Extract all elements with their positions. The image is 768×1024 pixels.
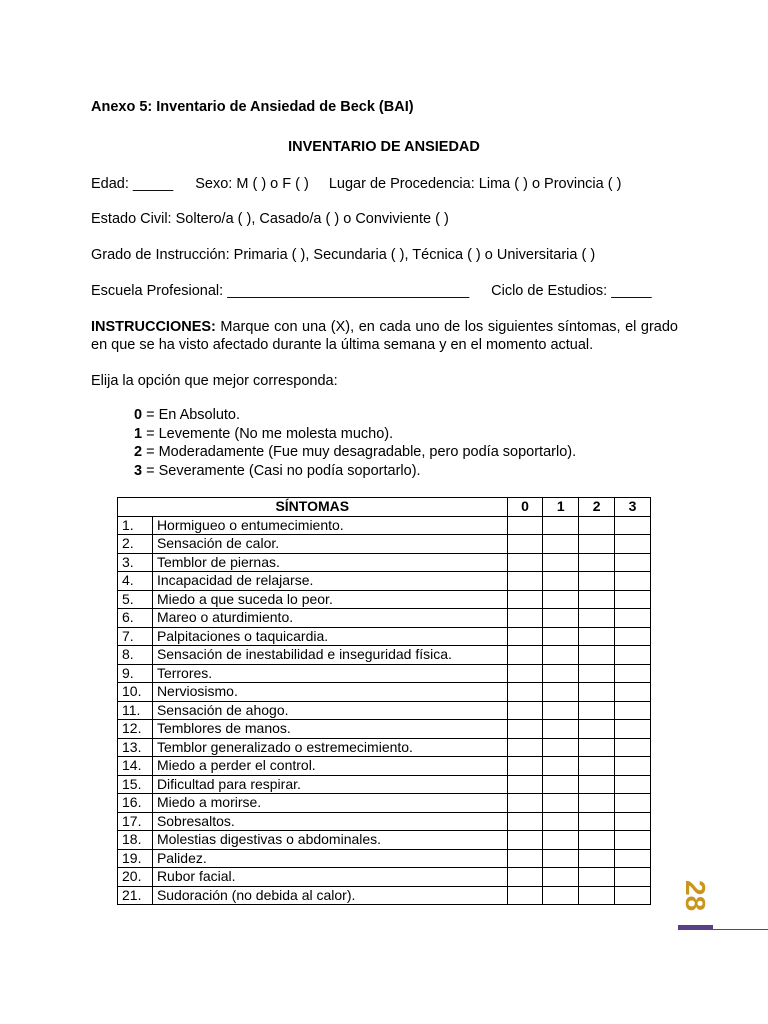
symptom-number: 18. [118, 831, 153, 850]
page-number: 28 [680, 880, 711, 912]
rating-cell-2[interactable] [579, 757, 615, 776]
rating-cell-0[interactable] [507, 516, 543, 535]
rating-cell-2[interactable] [579, 516, 615, 535]
table-row [118, 775, 651, 794]
table-row [118, 590, 651, 609]
rating-cell-3[interactable] [615, 572, 651, 591]
symptom-number: 10. [118, 683, 153, 702]
rating-cell-2[interactable] [579, 553, 615, 572]
symptom-number: 9. [118, 664, 153, 683]
symptom-label: Miedo a perder el control. [152, 757, 507, 776]
table-row [118, 535, 651, 554]
table-row [118, 572, 651, 591]
choose-prompt: Elija la opción que mejor corresponda: [91, 373, 338, 389]
table-row [118, 683, 651, 702]
rating-cell-2[interactable] [579, 683, 615, 702]
rating-cell-1[interactable] [543, 516, 579, 535]
table-row [118, 627, 651, 646]
school-field[interactable]: Escuela Profesional: ______________________________ [91, 283, 470, 299]
rating-cell-0[interactable] [507, 831, 543, 850]
rating-cell-1[interactable] [543, 775, 579, 794]
rating-cell-2[interactable] [579, 849, 615, 868]
rating-cell-0[interactable] [507, 757, 543, 776]
symptoms-table [117, 497, 651, 905]
symptom-label: Sensación de inestabilidad e inseguridad física. [152, 646, 507, 665]
symptom-number: 5. [118, 590, 153, 609]
rating-cell-1[interactable] [543, 720, 579, 739]
rating-cell-3[interactable] [615, 683, 651, 702]
rating-cell-3[interactable] [615, 516, 651, 535]
rating-cell-1[interactable] [543, 701, 579, 720]
symptom-label: Miedo a morirse. [152, 794, 507, 813]
rating-cell-2[interactable] [579, 664, 615, 683]
rating-cell-0[interactable] [507, 775, 543, 794]
age-field[interactable]: Edad: _____ [91, 176, 174, 192]
rating-cell-0[interactable] [507, 683, 543, 702]
rating-cell-3[interactable] [615, 812, 651, 831]
rating-cell-2[interactable] [579, 701, 615, 720]
rating-cell-1[interactable] [543, 646, 579, 665]
table-row [118, 516, 651, 535]
rating-cell-3[interactable] [615, 775, 651, 794]
symptom-label: Terrores. [152, 664, 507, 683]
symptom-number: 11. [118, 701, 153, 720]
accent-bar [678, 925, 713, 930]
table-row [118, 794, 651, 813]
symptom-label: Sobresaltos. [152, 812, 507, 831]
rating-cell-2[interactable] [579, 535, 615, 554]
symptom-label: Nerviosismo. [152, 683, 507, 702]
cycle-field[interactable]: Ciclo de Estudios: _____ [491, 283, 652, 299]
rating-cell-0[interactable] [507, 572, 543, 591]
column-header-1: 1 [543, 498, 579, 517]
rating-cell-2[interactable] [579, 627, 615, 646]
rating-cell-1[interactable] [543, 627, 579, 646]
rating-cell-3[interactable] [615, 868, 651, 887]
rating-cell-0[interactable] [507, 701, 543, 720]
rating-cell-0[interactable] [507, 664, 543, 683]
table-header-row [118, 498, 651, 517]
sex-field[interactable]: Sexo: M ( ) o F ( ) [195, 176, 309, 192]
rating-cell-3[interactable] [615, 664, 651, 683]
symptom-label: Mareo o aturdimiento. [152, 609, 507, 628]
symptom-number: 20. [118, 868, 153, 887]
symptom-number: 14. [118, 757, 153, 776]
rating-cell-2[interactable] [579, 886, 615, 905]
table-row [118, 886, 651, 905]
rating-cell-3[interactable] [615, 886, 651, 905]
rating-cell-3[interactable] [615, 849, 651, 868]
symptom-label: Hormigueo o entumecimiento. [152, 516, 507, 535]
table-row [118, 757, 651, 776]
scale-item: 3 = Severamente (Casi no podía soportarlo). [134, 462, 421, 479]
rating-cell-0[interactable] [507, 849, 543, 868]
rating-cell-1[interactable] [543, 849, 579, 868]
symptom-number: 13. [118, 738, 153, 757]
rating-cell-3[interactable] [615, 831, 651, 850]
rating-cell-1[interactable] [543, 794, 579, 813]
table-row [118, 720, 651, 739]
symptom-label: Molestias digestivas o abdominales. [152, 831, 507, 850]
symptom-label: Miedo a que suceda lo peor. [152, 590, 507, 609]
marital-status-field[interactable]: Estado Civil: Soltero/a ( ), Casado/a ( ) o Conviviente ( ) [91, 211, 449, 227]
rating-cell-2[interactable] [579, 609, 615, 628]
symptom-label: Temblor de piernas. [152, 553, 507, 572]
rating-cell-1[interactable] [543, 553, 579, 572]
rating-cell-1[interactable] [543, 609, 579, 628]
symptom-label: Temblores de manos. [152, 720, 507, 739]
rating-cell-1[interactable] [543, 535, 579, 554]
symptom-number: 16. [118, 794, 153, 813]
rating-cell-0[interactable] [507, 812, 543, 831]
rating-cell-0[interactable] [507, 646, 543, 665]
rating-cell-3[interactable] [615, 609, 651, 628]
rating-cell-0[interactable] [507, 553, 543, 572]
rating-cell-0[interactable] [507, 535, 543, 554]
rating-cell-2[interactable] [579, 812, 615, 831]
symptom-label: Dificultad para respirar. [152, 775, 507, 794]
origin-field[interactable]: Lugar de Procedencia: Lima ( ) o Provincia ( ) [328, 176, 622, 192]
column-header-0: 0 [507, 498, 543, 517]
form-title: INVENTARIO DE ANSIEDAD [288, 139, 480, 155]
column-header-3: 3 [615, 498, 651, 517]
rating-cell-1[interactable] [543, 812, 579, 831]
rating-cell-0[interactable] [507, 794, 543, 813]
table-row [118, 831, 651, 850]
instructions [91, 318, 678, 354]
rating-cell-2[interactable] [579, 590, 615, 609]
symptom-label: Incapacidad de relajarse. [152, 572, 507, 591]
table-row [118, 812, 651, 831]
rating-cell-3[interactable] [615, 627, 651, 646]
rating-cell-3[interactable] [615, 535, 651, 554]
symptom-label: Sensación de calor. [152, 535, 507, 554]
table-row [118, 738, 651, 757]
rating-cell-1[interactable] [543, 738, 579, 757]
symptom-number: 7. [118, 627, 153, 646]
rating-cell-3[interactable] [615, 590, 651, 609]
rating-cell-3[interactable] [615, 553, 651, 572]
symptom-number: 15. [118, 775, 153, 794]
symptom-label: Temblor generalizado o estremecimiento. [152, 738, 507, 757]
education-field[interactable]: Grado de Instrucción: Primaria ( ), Secundaria ( ), Técnica ( ) o Universitaria ( ) [91, 247, 596, 263]
table-row [118, 868, 651, 887]
rating-cell-2[interactable] [579, 720, 615, 739]
symptom-number: 8. [118, 646, 153, 665]
rating-cell-0[interactable] [507, 886, 543, 905]
annex-title: Anexo 5: Inventario de Ansiedad de Beck (BAI) [91, 99, 414, 115]
rating-cell-1[interactable] [543, 757, 579, 776]
rating-cell-0[interactable] [507, 868, 543, 887]
scale-item: 1 = Levemente (No me molesta mucho). [134, 425, 394, 442]
rating-cell-3[interactable] [615, 738, 651, 757]
rating-cell-2[interactable] [579, 775, 615, 794]
symptom-number: 21. [118, 886, 153, 905]
symptom-label: Sudoración (no debida al calor). [152, 886, 507, 905]
school-row [91, 283, 652, 299]
symptom-number: 12. [118, 720, 153, 739]
symptom-label: Palpitaciones o taquicardia. [152, 627, 507, 646]
scale-item: 0 = En Absoluto. [134, 407, 241, 423]
rating-cell-2[interactable] [579, 794, 615, 813]
rating-cell-2[interactable] [579, 831, 615, 850]
symptom-number: 2. [118, 535, 153, 554]
column-header-2: 2 [579, 498, 615, 517]
demographics-row [91, 176, 621, 192]
table-row [118, 553, 651, 572]
rating-cell-2[interactable] [579, 868, 615, 887]
rating-cell-1[interactable] [543, 683, 579, 702]
rating-cell-0[interactable] [507, 609, 543, 628]
symptom-number: 6. [118, 609, 153, 628]
table-row [118, 664, 651, 683]
rating-cell-3[interactable] [615, 701, 651, 720]
rating-cell-2[interactable] [579, 738, 615, 757]
table-row [118, 646, 651, 665]
table-row [118, 701, 651, 720]
symptom-number: 17. [118, 812, 153, 831]
symptom-label: Rubor facial. [152, 868, 507, 887]
symptoms-header: SÍNTOMAS [118, 498, 508, 517]
symptom-number: 1. [118, 516, 153, 535]
accent-line [713, 929, 768, 930]
symptom-label: Palidez. [152, 849, 507, 868]
symptom-number: 3. [118, 553, 153, 572]
symptom-label: Sensación de ahogo. [152, 701, 507, 720]
rating-cell-3[interactable] [615, 720, 651, 739]
symptom-number: 19. [118, 849, 153, 868]
scale-item: 2 = Moderadamente (Fue muy desagradable, pero podía soportarlo). [134, 444, 577, 460]
rating-cell-2[interactable] [579, 646, 615, 665]
symptom-number: 4. [118, 572, 153, 591]
instructions-label: INSTRUCCIONES: [91, 319, 216, 335]
rating-cell-3[interactable] [615, 757, 651, 776]
rating-cell-3[interactable] [615, 646, 651, 665]
rating-cell-0[interactable] [507, 627, 543, 646]
rating-cell-1[interactable] [543, 886, 579, 905]
table-row [118, 849, 651, 868]
rating-cell-1[interactable] [543, 831, 579, 850]
rating-cell-1[interactable] [543, 868, 579, 887]
instructions-text: Marque con una (X), en cada uno de los siguientes síntomas, el grado en que se ha visto afectado durante la última semana y en el momento actual. [91, 319, 678, 353]
rating-cell-3[interactable] [615, 794, 651, 813]
rating-cell-1[interactable] [543, 664, 579, 683]
scale-legend [134, 406, 576, 480]
rating-cell-0[interactable] [507, 720, 543, 739]
rating-cell-1[interactable] [543, 572, 579, 591]
rating-cell-0[interactable] [507, 738, 543, 757]
rating-cell-0[interactable] [507, 590, 543, 609]
rating-cell-2[interactable] [579, 572, 615, 591]
table-row [118, 609, 651, 628]
rating-cell-1[interactable] [543, 590, 579, 609]
